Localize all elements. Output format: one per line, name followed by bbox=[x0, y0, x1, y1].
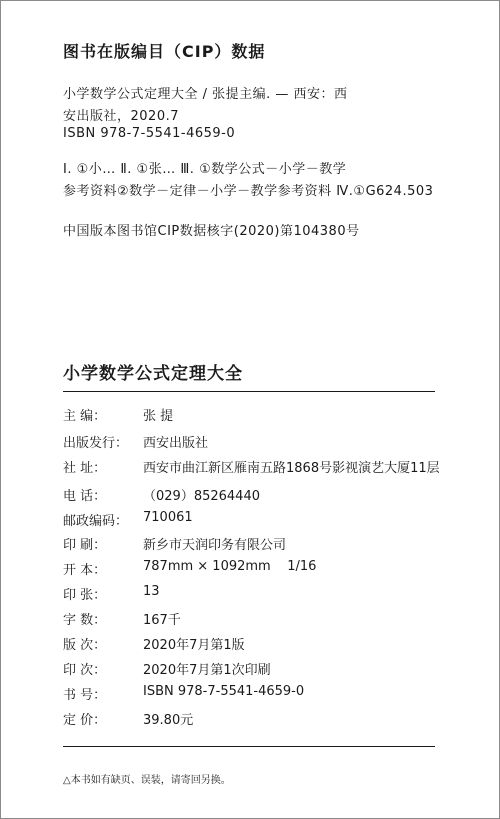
info-label: 版 次： bbox=[63, 638, 107, 653]
info-row-editor bbox=[63, 405, 173, 424]
info-row-isbn bbox=[63, 684, 304, 703]
info-row-price bbox=[63, 709, 193, 728]
cip-heading: 图书在版编目（CIP）数据 bbox=[63, 42, 266, 61]
info-value: 西安市曲江新区雁南五路1868号影视演艺大厦11层 bbox=[143, 461, 440, 476]
bottom-divider bbox=[63, 746, 435, 747]
info-row-edition bbox=[63, 634, 245, 653]
info-label: 主 编： bbox=[63, 409, 107, 424]
info-value: 2020年7月第1版 bbox=[143, 638, 245, 653]
info-value: ISBN 978-7-5541-4659-0 bbox=[143, 684, 305, 699]
info-value: 787mm × 1092mm 1/16 bbox=[143, 559, 317, 574]
info-label: 社 址： bbox=[63, 461, 107, 476]
cip-line: ISBN 978-7-5541-4659-0 bbox=[63, 126, 236, 141]
info-label: 印 张： bbox=[63, 588, 107, 603]
info-row-printer bbox=[63, 534, 286, 553]
cip-line: 小学数学公式定理大全 / 张提主编. — 西安：西 bbox=[63, 87, 348, 102]
info-value: 710061 bbox=[143, 510, 193, 525]
info-label: 开 本： bbox=[63, 563, 107, 578]
info-label: 邮政编码： bbox=[63, 514, 129, 529]
info-label: 书 号： bbox=[63, 688, 107, 703]
info-label: 定 价： bbox=[63, 713, 107, 728]
info-row-address bbox=[63, 457, 440, 476]
info-row-wordcount bbox=[63, 609, 181, 628]
cip-line: Ⅰ. ①小… Ⅱ. ①张… Ⅲ. ①数学公式－小学－教学 bbox=[63, 162, 347, 177]
info-value: 13 bbox=[143, 584, 160, 599]
info-value: 西安出版社 bbox=[143, 436, 209, 451]
info-label: 印 刷： bbox=[63, 538, 107, 553]
info-value: （029）85264440 bbox=[143, 489, 260, 504]
info-value: 新乡市天润印务有限公司 bbox=[143, 538, 287, 553]
info-label: 出版发行： bbox=[63, 436, 129, 451]
info-value: 张 提 bbox=[143, 409, 174, 424]
info-value: 167千 bbox=[143, 613, 181, 628]
info-value: 39.80元 bbox=[143, 713, 194, 728]
cip-line: 中国版本图书馆CIP数据核字(2020)第104380号 bbox=[63, 224, 360, 239]
top-divider bbox=[63, 391, 435, 392]
info-row-printing bbox=[63, 659, 271, 678]
info-label: 电 话： bbox=[63, 489, 107, 504]
info-label: 印 次： bbox=[63, 663, 107, 678]
info-row-postcode bbox=[63, 510, 193, 529]
info-row-publisher bbox=[63, 432, 208, 451]
info-row-format bbox=[63, 559, 316, 578]
cip-line: 安出版社，2020.7 bbox=[63, 109, 179, 124]
book-title: 小学数学公式定理大全 bbox=[63, 364, 243, 384]
info-value: 2020年7月第1次印刷 bbox=[143, 663, 271, 678]
cip-line: 参考资料②数学－定律－小学－教学参考资料 Ⅳ.①G624.503 bbox=[63, 184, 434, 199]
info-row-phone bbox=[63, 485, 260, 504]
footer-note: △本书如有缺页、误装，请寄回另换。 bbox=[63, 775, 231, 786]
info-label: 字 数： bbox=[63, 613, 107, 628]
info-row-sheets bbox=[63, 584, 160, 603]
